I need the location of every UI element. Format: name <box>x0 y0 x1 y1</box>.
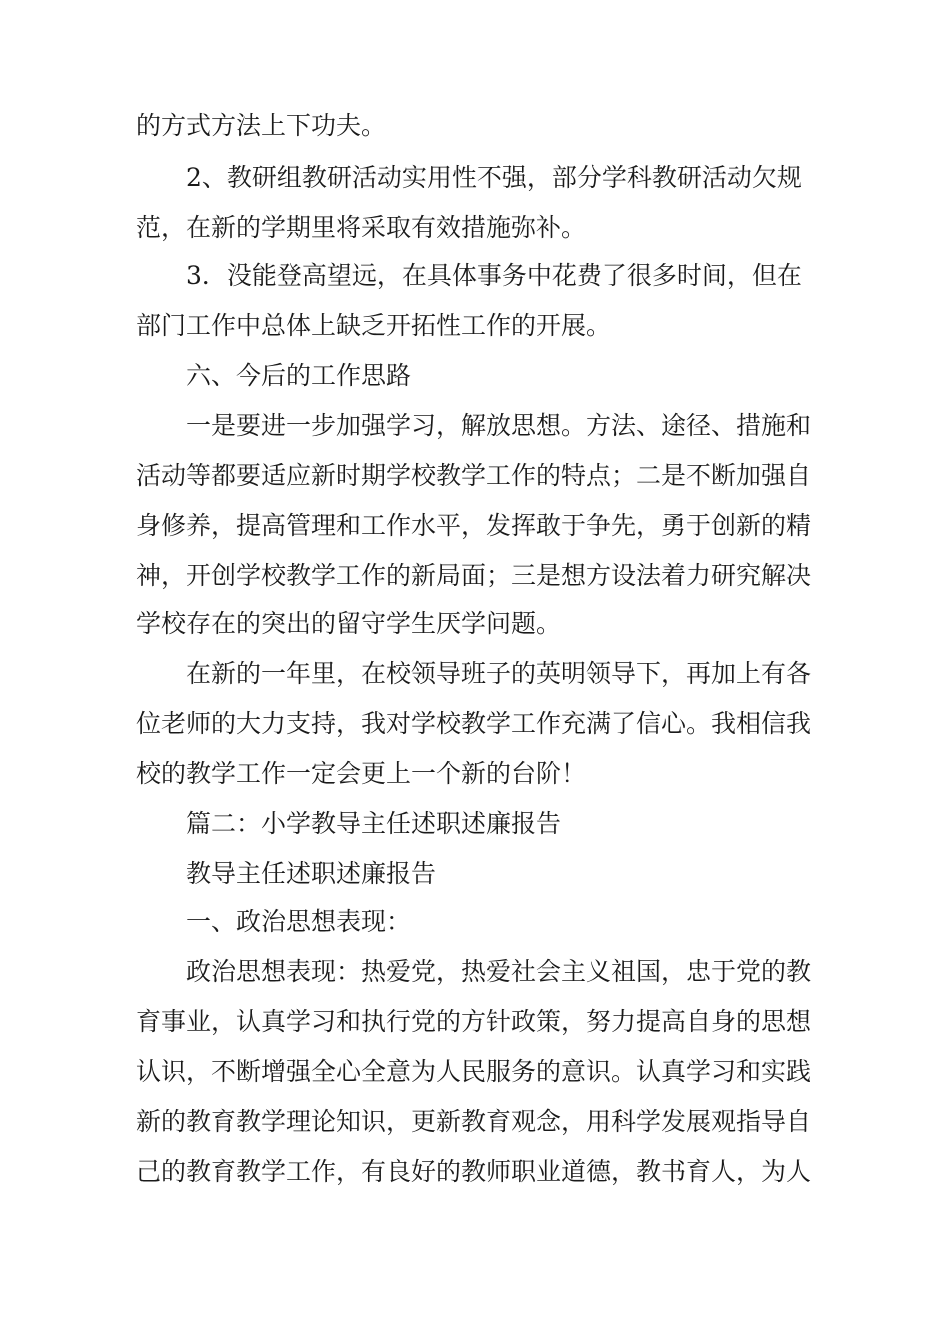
report-title: 教导主任述职述廉报告 <box>186 859 437 888</box>
text-line: 位老师的大力支持，我对学校教学工作充满了信心。我相信我 <box>136 709 812 738</box>
text-line: 新的教育教学理论知识，更新教育观念，用科学发展观指导自 <box>136 1107 812 1136</box>
text-line: 政治思想表现：热爱党，热爱社会主义祖国，忠于党的教 <box>186 957 812 986</box>
text-line: 育事业，认真学习和执行党的方针政策，努力提高自身的思想 <box>136 1007 812 1036</box>
text-line: 2、教研组教研活动实用性不强，部分学科教研活动欠规 <box>186 163 802 192</box>
text-line: 的方式方法上下功夫。 <box>136 111 387 140</box>
text-line: 在新的一年里，在校领导班子的英明领导下，再加上有各 <box>186 659 812 688</box>
text-line: 范，在新的学期里将采取有效措施弥补。 <box>136 213 587 242</box>
text-line: 活动等都要适应新时期学校教学工作的特点；二是不断加强自 <box>136 461 812 490</box>
text-line: 己的教育教学工作，有良好的教师职业道德，教书育人，为人 <box>136 1157 812 1186</box>
text-line: 一是要进一步加强学习，解放思想。方法、途径、措施和 <box>186 411 812 440</box>
text-line: 认识，不断增强全心全意为人民服务的意识。认真学习和实践 <box>136 1057 812 1086</box>
chapter-title: 篇二：小学教导主任述职述廉报告 <box>186 809 562 838</box>
text-line: 部门工作中总体上缺乏开拓性工作的开展。 <box>136 311 612 340</box>
text-line: 身修养，提高管理和工作水平，发挥敢于争先，勇于创新的精 <box>136 511 812 540</box>
text-line: 3．没能登高望远，在具体事务中花费了很多时间，但在 <box>186 261 802 290</box>
section-heading: 六、今后的工作思路 <box>186 361 412 390</box>
section-heading: 一、政治思想表现： <box>186 907 412 936</box>
text-line: 校的教学工作一定会更上一个新的台阶！ <box>136 759 587 788</box>
text-line: 神，开创学校教学工作的新局面；三是想方设法着力研究解决 <box>136 561 812 590</box>
text-line: 学校存在的突出的留守学生厌学问题。 <box>136 609 562 638</box>
